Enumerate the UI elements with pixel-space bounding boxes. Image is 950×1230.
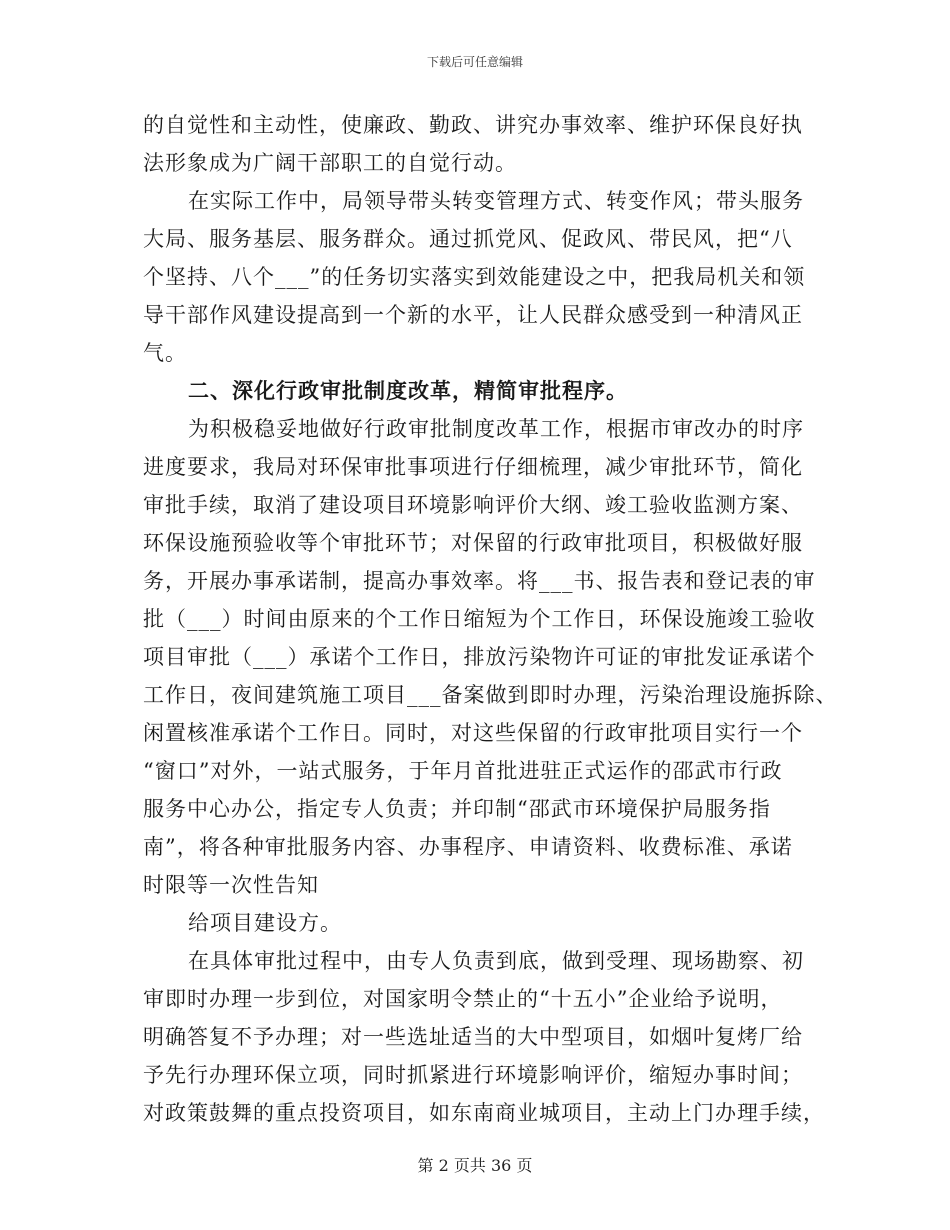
text-line: 项目审批（___）承诺个工作日，排放污染物许可证的审批发证承诺个 xyxy=(143,645,816,669)
text-line: 时限等一次性告知 xyxy=(143,873,319,897)
text-line: 个坚持、八个___”的任务切实落实到效能建设之中，把我局机关和领 xyxy=(143,265,806,289)
text-line: 环保设施预验收等个审批环节；对保留的行政审批项目，积极做好服 xyxy=(143,531,803,555)
text-line: 批（___）时间由原来的个工作日缩短为个工作日，环保设施竣工验收 xyxy=(143,607,816,631)
text-line: 对政策鼓舞的重点投资项目，如东南商业城项目，主动上门办理手续， xyxy=(143,1101,825,1125)
text-line: 给项目建设方。 xyxy=(188,911,342,935)
text-line: 气。 xyxy=(143,341,187,365)
text-line: 审批手续，取消了建设项目环境影响评价大纲、竣工验收监测方案、 xyxy=(143,493,803,517)
text-line: 闲置核准承诺个工作日。同时，对这些保留的行政审批项目实行一个 xyxy=(143,721,803,745)
page-header: 下载后可任意编辑 xyxy=(426,55,523,69)
text-line: 进度要求，我局对环保审批事项进行仔细梳理，减少审批环节，简化 xyxy=(143,455,803,479)
text-line: 大局、服务基层、服务群众。通过抓党风、促政风、带民风，把“八 xyxy=(143,227,793,251)
text-line: 的自觉性和主动性，使廉政、勤政、讲究办事效率、维护环保良好执 xyxy=(143,113,803,137)
text-line: 审即时办理一步到位，对国家明令禁止的“十五小”企业给予说明， xyxy=(143,987,783,1011)
section-heading: 二、深化行政审批制度改革，精简审批程序。 xyxy=(188,378,628,403)
page-footer: 第 2 页共 36 页 xyxy=(417,1156,533,1175)
text-line: 工作日，夜间建筑施工项目___备案做到即时办理，污染治理设施拆除、 xyxy=(143,683,838,707)
text-line: 务，开展办事承诺制，提高办事效率。将___书、报告表和登记表的审 xyxy=(143,569,816,593)
text-line: 导干部作风建设提高到一个新的水平，让人民群众感受到一种清风正 xyxy=(143,303,803,327)
text-line: 予先行办理环保立项，同时抓紧进行环境影响评价，缩短办事时间； xyxy=(143,1063,803,1087)
text-line: 法形象成为广阔干部职工的自觉行动。 xyxy=(143,151,517,175)
text-line: 明确答复不予办理；对一些选址适当的大中型项目，如烟叶复烤厂给 xyxy=(143,1025,803,1049)
text-line: 在具体审批过程中，由专人负责到底，做到受理、现场勘察、初 xyxy=(188,949,804,973)
text-line: 在实际工作中，局领导带头转变管理方式、转变作风；带头服务 xyxy=(188,189,804,213)
text-line: 为积极稳妥地做好行政审批制度改革工作，根据市审改办的时序 xyxy=(188,417,804,441)
text-line: 南”，将各种审批服务内容、办事程序、申请资料、收费标准、承诺 xyxy=(143,835,793,859)
text-line: “窗口”对外，一站式服务，于年月首批进驻正式运作的邵武市行政 xyxy=(143,759,783,783)
text-line: 服务中心办公，指定专人负责；并印制“邵武市环境保护局服务指 xyxy=(143,797,771,821)
